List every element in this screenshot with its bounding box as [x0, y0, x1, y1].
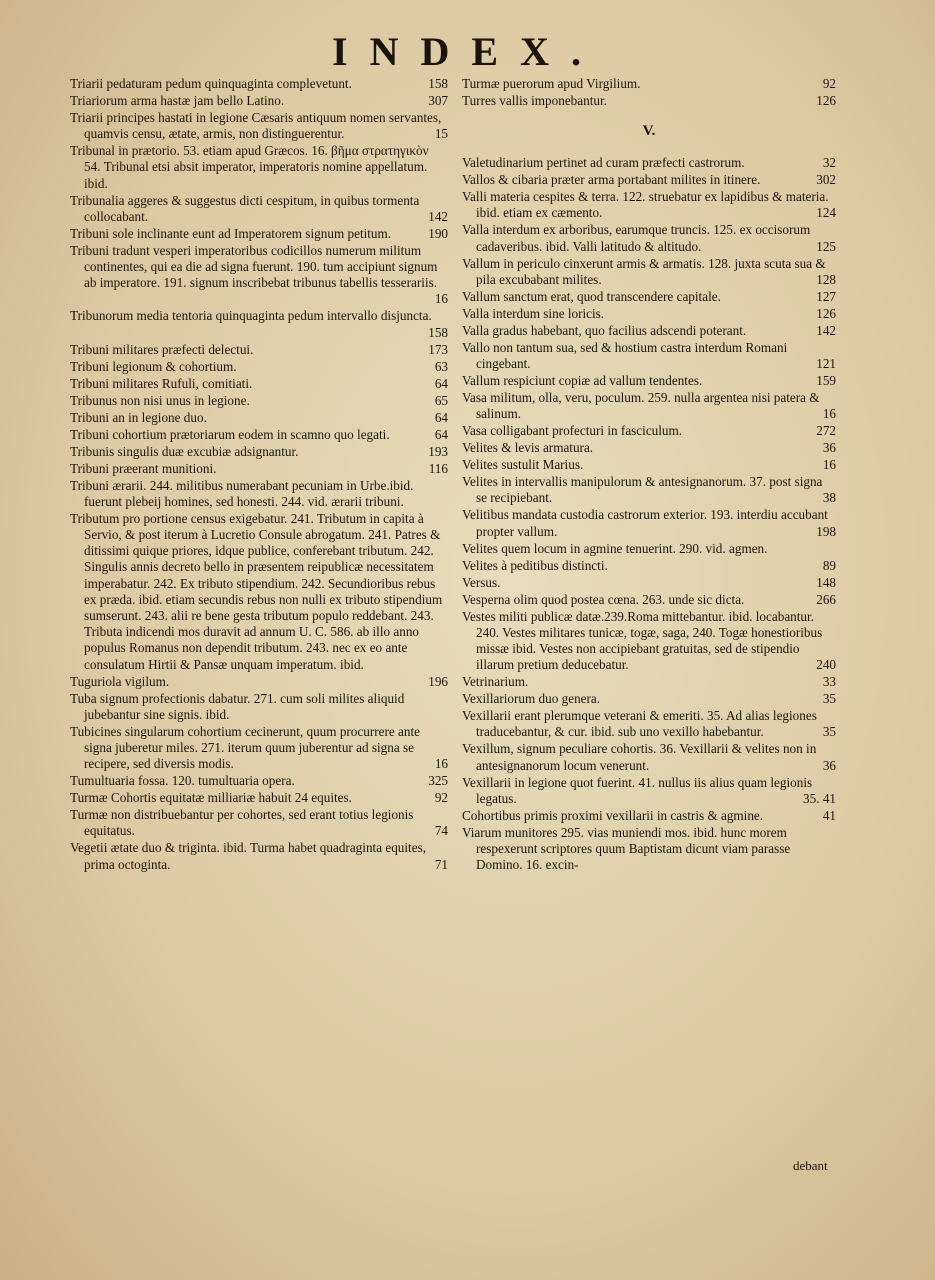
entry-text: Turmæ puerorum apud Virgilium.	[462, 76, 641, 91]
index-entry	[70, 143, 448, 192]
index-entry	[70, 691, 448, 723]
entry-page-number: 36	[822, 440, 836, 456]
index-entry	[462, 172, 836, 188]
index-entry	[462, 592, 836, 608]
entry-text: Vexillariorum duo genera.	[462, 691, 601, 707]
entry-page-number: 64	[434, 426, 448, 442]
left-column	[70, 76, 448, 874]
entry-page-number: 71	[434, 856, 448, 872]
index-entry	[462, 390, 836, 422]
entry-page-number: 125	[816, 238, 836, 254]
index-entry	[70, 393, 448, 409]
index-entry	[462, 474, 836, 506]
entry-text: Tributum pro portione census exigebatur. 241. Tributum in capita à Servio, & post iterum à Lucretio Consule abrogatum. 241. Patres & ditissimi quique priores, idque publice, conferebant tributum. 242. Singulis annis decreto bello in præsentem reipublicæ necessitatem imperabatur. 242. Ex tributo stipendium. 242. Secundioribus rebus ex præda. ibid. etiam secundis rebus non nulli ex tributo stipendium sumserunt. 243. alii re bene gesta tributum populo reddebant. 243. Tributa indicendi mos duravit ad annum U. C. 586. ab illo anno populus Romanus non dependit tributum. 243. nec ex eo ante consulatum Hirtii & Pansæ unquam imperatum. ibid.	[70, 510, 443, 672]
entry-text: Tribuni tradunt vesperi imperatoribus codicillos numerum militum continentes, qui ea die ad signa fuerunt. 190. tum accipiunt signum ab imperatore. 191. signum inscribebat tribunus tabellis tesserariis.	[70, 242, 438, 291]
index-entry	[462, 440, 836, 456]
entry-text: Vesperna olim quod postea cœna. 263. unde sic dicta.	[462, 591, 745, 607]
index-entry	[462, 93, 836, 109]
index-entry	[462, 558, 836, 574]
entry-page-number: 92	[434, 790, 448, 806]
entry-text: Valli materia cespites & terra. 122. struebatur ex lapidibus & materia. ibid. etiam ex cæmento.	[462, 189, 829, 221]
index-entry	[70, 511, 448, 673]
entry-text: Velites & levis armatura.	[462, 440, 594, 456]
entry-text: Tribuni ærarii. 244. militibus numerabant pecuniam in Urbe.ibid. fuerunt plebeij homines, sed honesti. 244. vid. ærarii tribuni.	[70, 477, 414, 509]
entry-text: Vallos & cibaria præter arma portabant milites in itinere.	[462, 172, 761, 188]
entry-page-number: 121	[816, 356, 836, 372]
entry-text: Vasa colligabant profecturi in fasciculum.	[462, 423, 683, 439]
index-entry	[462, 609, 836, 674]
entry-text: Velites quem locum in agmine tenuerint. 290. vid. agmen.	[462, 540, 768, 556]
entry-text: Cohortibus primis proximi vexillarii in castris & agmine.	[462, 807, 764, 823]
entry-text: Vexillarii erant plerumque veterani & emeriti. 35. Ad alias legiones traducebantur, & cur. ibid. sub uno vexillo habebantur.	[462, 708, 817, 740]
index-entry	[462, 674, 836, 690]
entry-text: Valla interdum sine loricis.	[462, 305, 605, 321]
entry-page-number: 38	[822, 490, 836, 506]
page-title: INDEX.	[332, 29, 603, 74]
entry-page-number: 128	[816, 271, 836, 287]
entry-page-number: 240	[816, 657, 836, 673]
entry-text: Versus.	[462, 574, 501, 590]
entry-text: Tribunis singulis duæ excubiæ adsignantur.	[70, 443, 299, 459]
entry-text: Velites à peditibus distincti.	[462, 557, 608, 573]
entry-text: Viarum munitores 295. vias muniendi mos. ibid. hunc morem respexerunt scriptores quum Baptistam dicunt viam parasse Domino. 16. excin-	[462, 824, 791, 873]
entry-text: Vallum in periculo cinxerunt armis & armatis. 128. juxta scuta sua & pila excubabant milites.	[462, 255, 826, 287]
entry-text: Velitibus mandata custodia castrorum exterior. 193. interdiu accubant propter vallum.	[462, 507, 828, 539]
entry-text: Turres vallis imponebantur.	[462, 93, 607, 108]
entry-text: Tribuni legionum & cohortium.	[70, 358, 237, 374]
entry-text: Triariorum arma hastæ jam bello Latino.	[70, 93, 285, 108]
index-entry	[70, 93, 448, 109]
entry-page-number: 16	[434, 756, 448, 772]
entry-page-number: 16	[822, 457, 836, 473]
index-entry	[462, 507, 836, 539]
entry-text: Tribuni militares Rufuli, comitiati.	[70, 375, 253, 391]
index-entry	[462, 775, 836, 807]
index-entry	[70, 308, 448, 340]
entry-page-number: 126	[816, 93, 836, 108]
index-entry	[70, 773, 448, 789]
entry-page-number: 89	[822, 557, 836, 573]
entry-page-number: 193	[428, 443, 448, 459]
entry-page-number: 64	[434, 409, 448, 425]
index-entry	[462, 708, 836, 740]
index-entry	[462, 340, 836, 372]
index-entry	[70, 807, 448, 839]
entry-page-number: 32	[822, 155, 836, 171]
entry-text: Turmæ Cohortis equitatæ milliariæ habuit 24 equites.	[70, 790, 352, 806]
entry-text: Tribuni cohortium prætoriarum eodem in scamno quo legati.	[70, 426, 390, 442]
index-entry	[70, 444, 448, 460]
index-entry	[70, 342, 448, 358]
entry-text: Vexillarii in legione quot fuerint. 41. nullus iis alius quam legionis legatus.	[462, 774, 813, 806]
index-entry	[70, 840, 448, 872]
entry-page-number: 159	[816, 373, 836, 389]
right-column	[462, 76, 836, 874]
index-entry	[462, 808, 836, 824]
entry-text: Vallo non tantum sua, sed & hostium castra interdum Romani cingebant.	[462, 339, 788, 372]
entry-page-number: 198	[816, 523, 836, 539]
index-entry	[70, 674, 448, 690]
entry-text: Tribuni præerant munitioni.	[70, 460, 217, 476]
index-entry	[462, 256, 836, 288]
entry-page-number: 126	[816, 305, 836, 321]
entry-page-number: 142	[816, 322, 836, 338]
index-entry	[70, 76, 448, 92]
index-entry	[462, 423, 836, 439]
entry-page-number: 148	[816, 574, 836, 590]
entry-text: Vallum sanctum erat, quod transcendere capitale.	[462, 288, 721, 304]
entry-page-number: 127	[816, 288, 836, 304]
entry-page-number: 158	[428, 76, 448, 91]
entry-page-number: 124	[816, 205, 836, 221]
entry-page-number: 266	[816, 591, 836, 607]
entry-text: Tribuni militares præfecti delectui.	[70, 341, 254, 357]
index-entry	[70, 376, 448, 392]
entry-page-number: 325	[428, 773, 448, 789]
entry-text: Turmæ non distribuebantur per cohortes, sed erant totius legionis equitatus.	[70, 807, 414, 839]
index-entry	[462, 575, 836, 591]
entry-text: Valetudinarium pertinet ad curam præfecti castrorum.	[462, 155, 745, 171]
entry-text: Vestes militi publicæ datæ.239.Roma mittebantur. ibid. locabantur. 240. Vestes militares tunicæ, togæ, saga, 240. Togæ honestioribus missæ ibid. Vestes non accipiebant gratuitas, sed de stipendio illarum pretium deducebatur.	[462, 608, 823, 673]
index-entry	[462, 741, 836, 773]
entry-page-number: 64	[434, 375, 448, 391]
entry-text: Vexillum, signum peculiare cohortis. 36. Vexillarii & velites non in antesignanorum locum venerunt.	[462, 741, 817, 773]
entry-text: Tribuni sole inclinante eunt ad Imperatorem signum petitum.	[70, 225, 392, 241]
entry-page-number: 190	[428, 225, 448, 241]
index-entry	[70, 724, 448, 773]
entry-page-number: 272	[816, 423, 836, 439]
index-entry	[462, 323, 836, 339]
index-entry	[462, 373, 836, 389]
entry-text: Vallum respiciunt copiæ ad vallum tendentes.	[462, 373, 703, 389]
index-entry	[70, 359, 448, 375]
entry-text: Triarii principes hastati in legione Cæsaris antiquum nomen servantes, quamvis censu, ætate, armis, non distinguerentur.	[70, 110, 442, 142]
entry-page-number: 41	[822, 807, 836, 823]
index-entry	[462, 306, 836, 322]
entry-text: Tribunorum media tentoria quinquaginta pedum intervallo disjuncta.	[70, 308, 432, 324]
entry-text: Valla interdum ex arboribus, earumque truncis. 125. ex occisorum cadaveribus. ibid. Valli latitudo & altitudo.	[462, 222, 811, 254]
index-entry	[462, 541, 836, 557]
entry-page-number: 307	[428, 93, 448, 108]
entry-page-number: 196	[428, 673, 448, 689]
entry-text: Tuguriola vigilum.	[70, 673, 170, 689]
index-entry	[70, 790, 448, 806]
entry-page-number: 142	[428, 208, 448, 224]
entry-page-number: 302	[816, 172, 836, 188]
index-entry	[70, 478, 448, 510]
index-entry	[70, 226, 448, 242]
index-entry	[462, 76, 836, 92]
entry-text: Tumultuaria fossa. 120. tumultuaria opera.	[70, 773, 295, 789]
entry-text: Valla gradus habebant, quo facilius adscendi poterant.	[462, 322, 747, 338]
entry-text: Velites in intervallis manipulorum & antesignanorum. 37. post signa se recipiebant.	[462, 474, 823, 506]
entry-page-number: 74	[434, 823, 448, 839]
index-entry	[70, 193, 448, 225]
entry-page-number: 16	[822, 406, 836, 422]
entry-text: Tuba signum profectionis dabatur. 271. cum soli milites aliquid jubebantur sine signis. ibid.	[70, 690, 405, 722]
entry-text: Tribunus non nisi unus in legione.	[70, 392, 250, 408]
index-entry	[70, 410, 448, 426]
index-entry	[70, 461, 448, 477]
index-entry	[462, 825, 836, 874]
entry-page-number: 116	[428, 460, 448, 476]
catchword: debant	[793, 1158, 828, 1173]
index-entry	[462, 222, 836, 254]
index-entry	[462, 155, 836, 171]
index-entry	[70, 243, 448, 308]
entry-page-number: 65	[434, 392, 448, 408]
letter-heading: V.	[642, 123, 656, 140]
entry-text: Vasa militum, olla, veru, poculum. 259. nulla argentea nisi patera & salinum.	[462, 390, 820, 422]
index-entry	[70, 110, 448, 142]
entry-text: Tribuni an in legione duo.	[70, 409, 207, 425]
entry-page-number: 92	[822, 76, 836, 91]
entry-page-number: 173	[428, 341, 448, 357]
entry-page-number: 16	[434, 291, 448, 307]
entry-text: Tribunalia aggeres & suggestus dicti cespitum, in quibus tormenta collocabant.	[70, 192, 420, 224]
index-entry	[462, 189, 836, 221]
entry-text: Vetrinarium.	[462, 674, 529, 690]
entry-page-number: 158	[428, 324, 448, 340]
entry-page-number: 15	[434, 126, 448, 142]
entry-text: Triarii pedaturam pedum quinquaginta complevetunt.	[70, 76, 352, 91]
entry-text: Vegetii ætate duo & triginta. ibid. Turma habet quadraginta equites, prima octoginta.	[70, 840, 426, 872]
entry-page-number: 35. 41	[803, 790, 836, 806]
entry-page-number: 33	[822, 674, 836, 690]
index-entry	[462, 691, 836, 707]
entry-page-number: 63	[434, 358, 448, 374]
index-entry	[462, 457, 836, 473]
entry-text: Velites sustulit Marius.	[462, 457, 584, 473]
index-entry	[70, 427, 448, 443]
entry-text: Tubicines singularum cohortium cecinerunt, quum procurrere ante signa juberetur miles. 271. iterum quum juberentur ad signa se recipere, sed diversis modis.	[70, 723, 420, 772]
entry-page-number: 36	[822, 757, 836, 773]
entry-page-number: 35	[822, 724, 836, 740]
entry-text: Tribunal in prætorio. 53. etiam apud Græcos. 16. βῆμα στρατηγικὸν 54. Tribunal etsi absit imperator, imperatoris nomine appellatum. ibid.	[70, 143, 429, 191]
entry-page-number: 35	[822, 691, 836, 707]
index-entry	[462, 289, 836, 305]
